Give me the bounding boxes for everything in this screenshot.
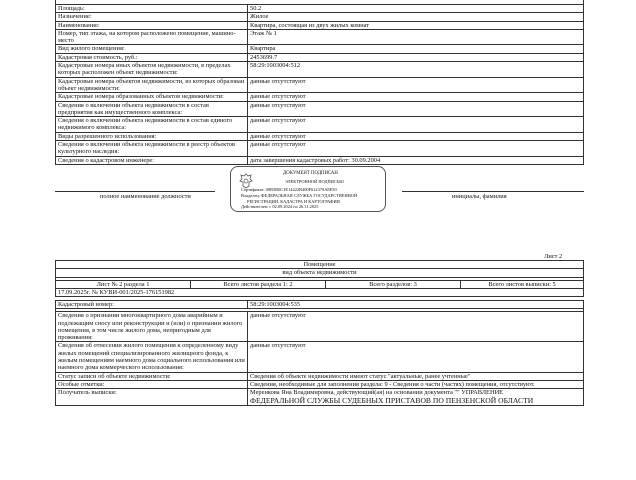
- table-row: Сведения о включении объекта недвижимости в состав единого недвижимого комплекса: данные отсутствуют: [56, 117, 584, 133]
- stamp-title: ДОКУМЕНТ ПОДПИСАН: [283, 171, 338, 176]
- page2-header-table: [55, 260, 584, 297]
- table-row: Вид жилого помещения: Квартира: [56, 45, 584, 53]
- table-row: Сведения о кадастровом инженере: дата завершения кадастровых работ: 30.09.2004: [56, 156, 584, 164]
- page1-table: [55, 0, 584, 165]
- table-row: Особые отметки: Сведения, необходимые для заполнения раздела: 9 - Сведения о части (частях) помещения, отсутствуют.: [56, 380, 584, 388]
- recipient-organization: ФЕДЕРАЛЬНОЙ СЛУЖБЫ СУДЕБНЫХ ПРИСТАВОВ ПО ПЕНЗЕНСКОЙ ОБЛАСТИ: [250, 395, 534, 405]
- signature-name-label: инициалы, фамилия: [452, 193, 507, 200]
- table-row: Сведения об отнесении жилого помещения к определенному виду жилых помещений специализированного жилищного фонда, к жилым помещениям наемного дома социального использования или наемного дома коммерческого использования: данные отсутствуют: [56, 342, 584, 372]
- recipient-value: Меренкова Яна Владимировна, действующий(ая) на основании документа "" УПРАВЛЕНИЕ: [250, 389, 504, 397]
- page2-table: [55, 300, 584, 406]
- table-row: Кадастровая стоимость, руб.: 2453699.7: [56, 53, 584, 61]
- table-row: [56, 288, 584, 296]
- section-title: Помещение: [56, 261, 584, 269]
- sheet-label: Лист 2: [544, 253, 563, 260]
- sections-total: Всего разделов: 3: [326, 280, 461, 288]
- signature-position-line: [55, 191, 215, 192]
- table-row: Кадастровые номера объектов недвижимости, из которых образован объект недвижимости: данные отсутствуют: [56, 77, 584, 93]
- sheets-total: Всего листов выписки: 5: [461, 280, 584, 288]
- table-row: [56, 269, 584, 277]
- stamp-owner-cont: РЕГИСТРАЦИИ, КАДАСТРА И КАРТОГРАФИИ: [247, 199, 340, 204]
- table-row: [56, 280, 584, 288]
- signature-position-label: полное наименование должности: [100, 193, 191, 200]
- sheets-in-section: Всего листов раздела 1: 2: [191, 280, 326, 288]
- table-row: Статус записи об объекте недвижимости: Сведения об объекте недвижимости имеют статус "актуальные, ранее учтенные": [56, 372, 584, 380]
- table-row: Номер, тип этажа, на котором расположено помещение, машино-место Этаж № 1: [56, 29, 584, 45]
- table-row: Кадастровые номера иных объектов недвижимости, в пределах которых расположен объект недвижимости: 58:29:1003004:512: [56, 62, 584, 78]
- stamp-validity: Действителен: с 02.09.2024 по 26.11.2025: [241, 204, 319, 209]
- table-row: Сведения о включении объекта недвижимости в состав предприятия как имущественного комплекса: данные отсутствуют: [56, 101, 584, 117]
- signature-name-line: [402, 191, 584, 192]
- document-number: 17.09.2025г. № КУВИ-001/2025-176151982: [56, 288, 584, 296]
- electronic-signature-stamp: [230, 166, 386, 212]
- stamp-certificate: Сертификат: 00B5B0C1E14422B400F612379A8E50: [241, 187, 337, 192]
- table-row: [56, 261, 584, 269]
- table-row: Получатель выписки: Меренкова Яна Владимировна, действующий(ая) на основании документа "" УПРАВЛЕНИЕ ФЕДЕРАЛЬНОЙ СЛУЖБЫ СУДЕБНЫХ ПРИСТАВОВ ПО ПЕНЗЕНСКОЙ ОБЛАСТИ: [56, 389, 584, 406]
- table-row: Наименование: Квартира, состоящая из двух жилых комнат: [56, 21, 584, 29]
- table-row: Площадь: 50.2: [56, 5, 584, 13]
- object-type: вид объекта недвижимости: [56, 269, 584, 277]
- sheet-number: Лист № 2 раздела 1: [56, 280, 191, 288]
- table-row: Сведения о включении объекта недвижимости в реестр объектов культурного наследия: данные отсутствуют: [56, 141, 584, 157]
- table-row: Назначение: Жилое: [56, 13, 584, 21]
- table-row: Кадастровые номера образованных объектов недвижимости: данные отсутствуют: [56, 93, 584, 101]
- stamp-subtitle: ЭЛЕКТРОННОЙ ПОДПИСЬЮ: [285, 179, 344, 184]
- stamp-owner: Владелец: ФЕДЕРАЛЬНАЯ СЛУЖБА ГОСУДАРСТВЕННОЙ: [241, 193, 358, 198]
- table-row: Виды разрешенного использования: данные отсутствуют: [56, 132, 584, 140]
- table-row: Кадастровый номер: 58:29:1003004:535: [56, 301, 584, 309]
- table-row: Сведения о признании многоквартирного дома аварийным и подлежащим сносу или реконструкции и (или) о признании жилого помещения, в том числе жилого дома, непригодным для проживания: данные отсутствуют: [56, 312, 584, 342]
